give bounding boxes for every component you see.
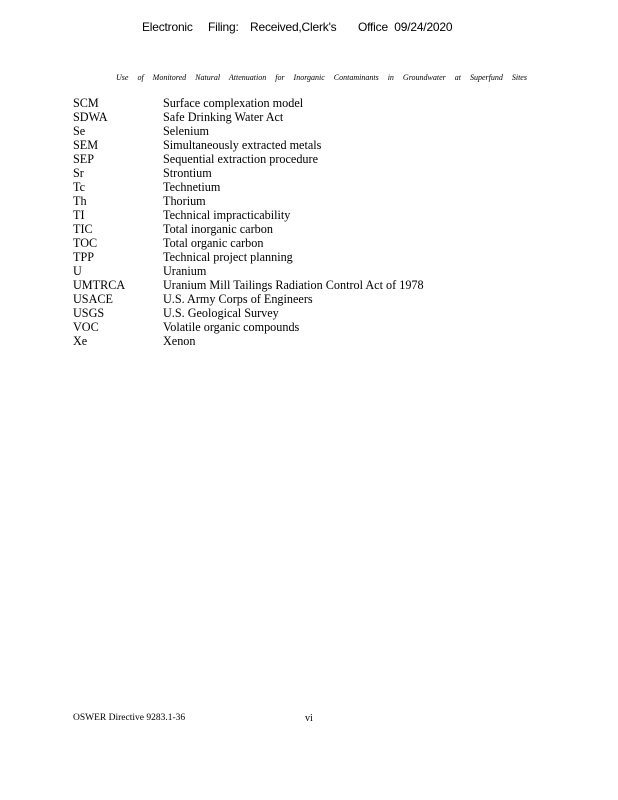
running-header: Use of Monitored Natural Attenuation for Inorganic Contaminants in Groundwater at Superfund Sites — [116, 73, 527, 82]
acronym-abbreviation: SEM — [73, 138, 99, 152]
stamp-word-office: Office — [358, 20, 388, 34]
acronym-list — [73, 96, 424, 348]
stamp-word-received: Received,Clerk's — [250, 20, 337, 34]
acronym-definition: Selenium — [163, 124, 210, 138]
acronym-abbreviation: USGS — [73, 306, 105, 320]
acronym-row — [73, 334, 424, 348]
acronym-row — [73, 96, 424, 110]
acronym-row — [73, 124, 424, 138]
electronic-filing-stamp — [142, 20, 452, 34]
stamp-word-filing: Filing: — [208, 20, 239, 34]
acronym-row — [73, 152, 424, 166]
acronym-definition: Surface complexation model — [163, 96, 304, 110]
acronym-definition: Technical project planning — [163, 250, 293, 264]
acronym-abbreviation: Tc — [73, 180, 86, 194]
acronym-abbreviation: TIC — [73, 222, 93, 236]
acronym-abbreviation: TI — [73, 208, 85, 222]
acronym-definition: Total inorganic carbon — [163, 222, 273, 236]
acronym-definition: Thorium — [163, 194, 206, 208]
acronym-abbreviation: TPP — [73, 250, 95, 264]
stamp-date: 09/24/2020 — [394, 20, 453, 34]
acronym-definition: Simultaneously extracted metals — [163, 138, 322, 152]
acronym-abbreviation: UMTRCA — [73, 278, 126, 292]
acronym-definition: Uranium — [163, 264, 207, 278]
acronym-definition: U.S. Geological Survey — [163, 306, 279, 320]
stamp-word-electronic: Electronic — [142, 20, 193, 34]
acronym-abbreviation: VOC — [73, 320, 99, 334]
acronym-definition: Xenon — [163, 334, 196, 348]
acronym-definition: Technetium — [163, 180, 221, 194]
acronym-row — [73, 166, 424, 180]
acronym-row — [73, 236, 424, 250]
acronym-abbreviation: U — [73, 264, 82, 278]
acronym-abbreviation: Th — [73, 194, 87, 208]
acronym-definition: Total organic carbon — [163, 236, 264, 250]
acronym-definition: Volatile organic compounds — [163, 320, 300, 334]
acronym-definition: Strontium — [163, 166, 212, 180]
acronym-row — [73, 306, 424, 320]
acronym-definition: Safe Drinking Water Act — [163, 110, 284, 124]
acronym-abbreviation: TOC — [73, 236, 98, 250]
acronym-row — [73, 278, 424, 292]
acronym-definition: U.S. Army Corps of Engineers — [163, 292, 313, 306]
acronym-abbreviation: Se — [73, 124, 86, 138]
acronym-definition: Uranium Mill Tailings Radiation Control Act of 1978 — [163, 278, 424, 292]
footer-directive: OSWER Directive 9283.1-36 — [73, 713, 186, 723]
acronym-abbreviation: SDWA — [73, 110, 108, 124]
acronym-abbreviation: Sr — [73, 166, 84, 180]
acronym-row — [73, 208, 424, 222]
acronym-abbreviation: SCM — [73, 96, 99, 110]
acronym-abbreviation: SEP — [73, 152, 95, 166]
acronym-row — [73, 110, 424, 124]
acronym-row — [73, 180, 424, 194]
acronym-definition: Sequential extraction procedure — [163, 152, 318, 166]
footer-page-number: vi — [305, 713, 313, 724]
acronym-row — [73, 292, 424, 306]
acronym-row — [73, 222, 424, 236]
acronym-abbreviation: USACE — [73, 292, 113, 306]
acronym-row — [73, 194, 424, 208]
acronym-row — [73, 264, 424, 278]
acronym-definition: Technical impracticability — [163, 208, 291, 222]
acronym-row — [73, 138, 424, 152]
acronym-abbreviation: Xe — [73, 334, 88, 348]
acronym-row — [73, 250, 424, 264]
acronym-row — [73, 320, 424, 334]
